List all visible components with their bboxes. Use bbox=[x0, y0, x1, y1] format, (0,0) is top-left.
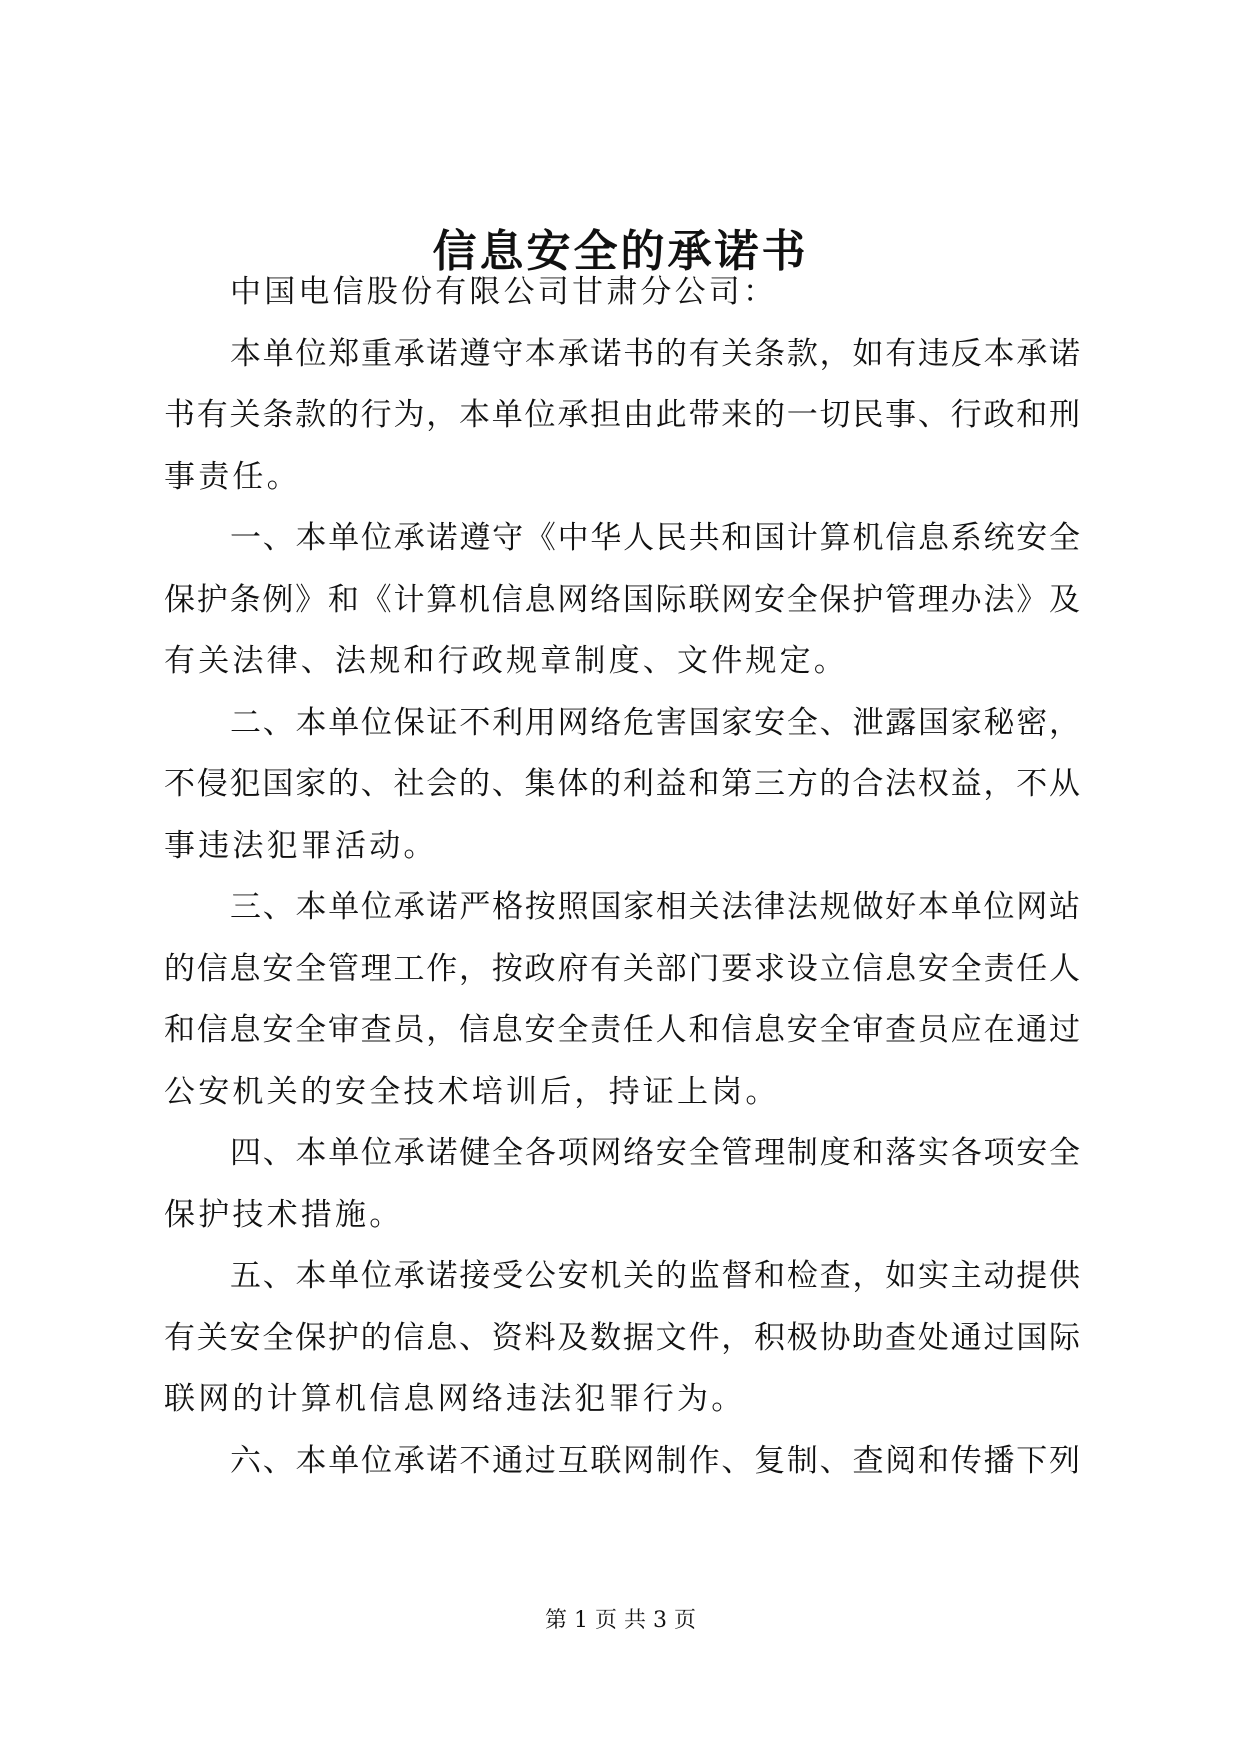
body-line: 不侵犯国家的、社会的、集体的利益和第三方的合法权益，不从 bbox=[164, 766, 1080, 802]
body-line: 二、本单位保证不利用网络危害国家安全、泄露国家秘密， bbox=[230, 704, 1080, 741]
body-line: 的信息安全管理工作，按政府有关部门要求设立信息安全责任人 bbox=[164, 950, 1080, 987]
body-line: 和信息安全审查员，信息安全责任人和信息安全审查员应在通过 bbox=[164, 1012, 1080, 1048]
body-line: 公安机关的安全技术培训后，持证上岗。 bbox=[164, 1073, 780, 1110]
page-footer: 第 1 页 共 3 页 bbox=[545, 1608, 696, 1633]
body-line: 事违法犯罪活动。 bbox=[164, 827, 438, 864]
body-line: 中国电信股份有限公司甘肃分公司： bbox=[230, 274, 778, 310]
document-body bbox=[164, 262, 1080, 1492]
body-line: 三、本单位承诺严格按照国家相关法律法规做好本单位网站 bbox=[230, 889, 1080, 925]
body-line: 本单位郑重承诺遵守本承诺书的有关条款，如有违反本承诺 bbox=[230, 335, 1080, 372]
body-line: 一、本单位承诺遵守《中华人民共和国计算机信息系统安全 bbox=[230, 520, 1080, 556]
body-line: 五、本单位承诺接受公安机关的监督和检查，如实主动提供 bbox=[230, 1258, 1080, 1294]
body-line: 有关法律、法规和行政规章制度、文件规定。 bbox=[164, 643, 848, 679]
document-title: 信息安全的承诺书 bbox=[432, 226, 809, 277]
body-line: 有关安全保护的信息、资料及数据文件，积极协助查处通过国际 bbox=[164, 1319, 1080, 1356]
body-line: 书有关条款的行为，本单位承担由此带来的一切民事、行政和刑 bbox=[164, 397, 1080, 433]
body-line: 保护技术措施。 bbox=[164, 1196, 404, 1233]
body-line: 四、本单位承诺健全各项网络安全管理制度和落实各项安全 bbox=[230, 1135, 1080, 1171]
body-line: 保护条例》和《计算机信息网络国际联网安全保护管理办法》及 bbox=[164, 581, 1080, 618]
body-line: 事责任。 bbox=[164, 458, 301, 495]
body-line: 联网的计算机信息网络违法犯罪行为。 bbox=[164, 1381, 746, 1417]
body-line: 六、本单位承诺不通过互联网制作、复制、查阅和传播下列 bbox=[230, 1442, 1080, 1479]
